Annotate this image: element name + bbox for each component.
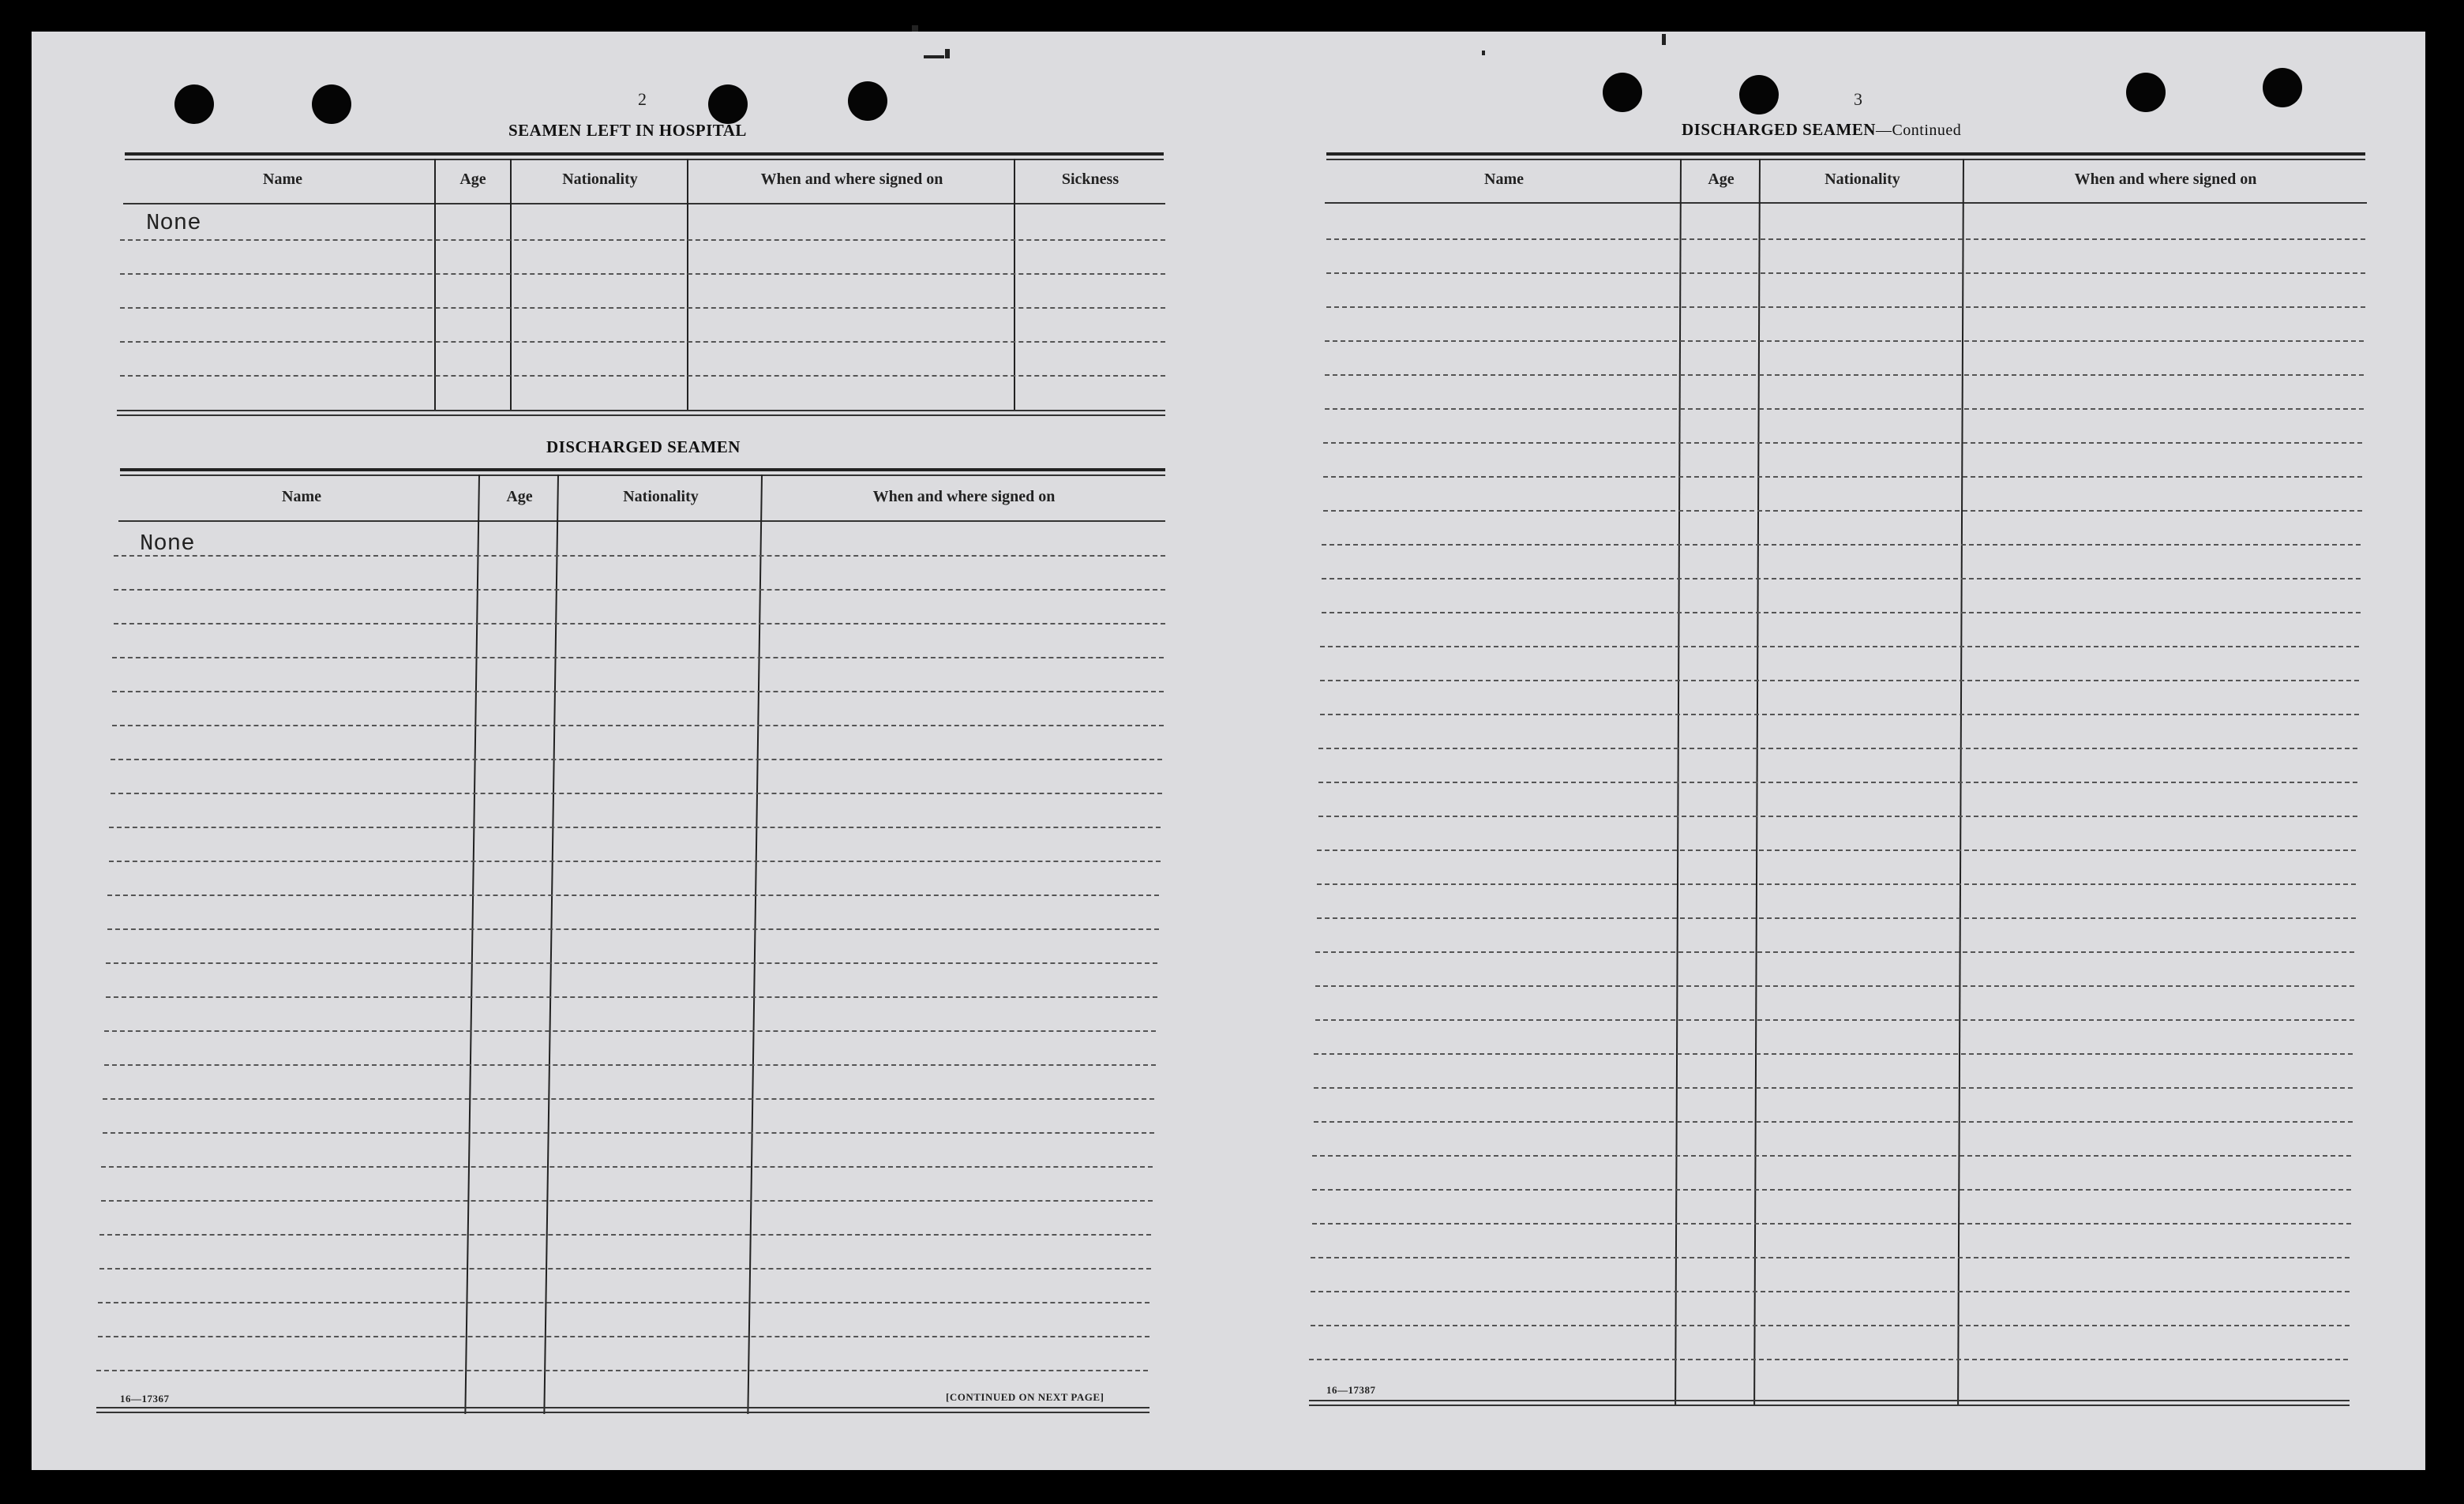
title-text: DISCHARGED SEAMEN <box>1682 120 1876 139</box>
header-rule <box>1325 202 2367 204</box>
table-row <box>120 341 1165 343</box>
column-divider <box>510 159 512 411</box>
page-number: 3 <box>1854 89 1862 109</box>
table-row <box>114 555 1165 557</box>
table-row <box>120 273 1165 275</box>
table-row <box>1326 306 2365 308</box>
table-row <box>1315 985 2354 987</box>
table-bottom-rule <box>1309 1400 2350 1401</box>
table-row <box>1322 612 2361 613</box>
column-header-nationality: Nationality <box>1825 171 1900 188</box>
table-row <box>1318 816 2357 817</box>
form-number: 16—17387 <box>1326 1384 1376 1396</box>
discharged-entry: None <box>140 531 195 557</box>
table-row <box>99 1268 1151 1270</box>
ink-mark <box>1662 34 1666 45</box>
punch-hole <box>2263 68 2302 107</box>
table-row <box>1317 917 2356 919</box>
header-rule <box>123 203 1165 204</box>
table-row <box>1315 951 2354 953</box>
continued-note: [CONTINUED ON NEXT PAGE] <box>946 1391 1104 1403</box>
column-divider <box>747 474 763 1414</box>
discharged-section-title: DISCHARGED SEAMEN <box>546 437 741 456</box>
table-row <box>1323 442 2362 444</box>
table-row <box>98 1336 1149 1337</box>
table-top-rule <box>125 159 1164 160</box>
manifest-sheet <box>32 32 2425 1470</box>
table-row <box>98 1302 1149 1303</box>
table-top-rule <box>1326 159 2365 160</box>
table-bottom-rule <box>96 1407 1149 1408</box>
punch-hole <box>2126 73 2166 112</box>
table-row <box>1320 680 2359 681</box>
table-row <box>104 1064 1156 1066</box>
table-top-rule <box>120 468 1165 471</box>
table-row <box>1320 646 2359 647</box>
hospital-entry: None <box>146 210 201 236</box>
column-header-name: Name <box>1484 171 1524 188</box>
table-row <box>114 589 1165 591</box>
table-row <box>112 691 1164 692</box>
table-row <box>1312 1189 2351 1191</box>
punch-hole <box>708 84 748 124</box>
column-divider <box>687 159 688 411</box>
table-row <box>106 996 1157 998</box>
header-rule <box>118 520 1165 522</box>
table-row <box>103 1098 1154 1100</box>
column-divider <box>543 474 559 1414</box>
table-row <box>1312 1155 2351 1157</box>
table-row <box>109 827 1161 828</box>
column-header-signed-on: When and where signed on <box>2074 171 2257 188</box>
table-row <box>101 1166 1153 1168</box>
table-row <box>1323 476 2362 478</box>
ink-mark <box>1482 51 1485 55</box>
table-row <box>107 928 1159 930</box>
column-header-signed-on: When and where signed on <box>872 488 1056 505</box>
column-divider <box>434 159 436 411</box>
table-bottom-rule <box>117 414 1165 416</box>
table-row <box>1311 1257 2350 1258</box>
table-row <box>1318 748 2357 749</box>
column-header-nationality: Nationality <box>562 171 638 188</box>
column-header-age: Age <box>1708 171 1735 188</box>
ink-mark <box>945 49 950 58</box>
column-header-sickness: Sickness <box>1061 171 1119 188</box>
hospital-section-title: SEAMEN LEFT IN HOSPITAL <box>508 121 747 140</box>
table-bottom-rule <box>1309 1405 2350 1406</box>
table-row <box>1325 408 2364 410</box>
table-top-rule <box>120 474 1165 476</box>
table-row <box>1322 544 2361 546</box>
table-row <box>120 307 1165 309</box>
punch-hole <box>174 84 214 124</box>
form-number: 16—17367 <box>120 1393 170 1405</box>
table-bottom-rule <box>96 1412 1149 1413</box>
table-row <box>1320 714 2359 715</box>
page-number: 2 <box>638 89 647 109</box>
table-row <box>111 759 1162 760</box>
column-header-name: Name <box>282 488 321 505</box>
punch-hole <box>848 81 887 121</box>
column-divider <box>1014 159 1015 411</box>
table-row <box>96 1370 1148 1371</box>
table-row <box>1312 1223 2351 1225</box>
table-row <box>107 895 1159 896</box>
table-row <box>112 725 1164 726</box>
table-row <box>1322 578 2361 579</box>
table-top-rule <box>125 152 1164 156</box>
punch-hole <box>312 84 351 124</box>
table-row <box>112 657 1164 658</box>
table-row <box>103 1132 1154 1134</box>
table-row <box>99 1234 1151 1236</box>
table-row <box>1314 1087 2353 1089</box>
table-row <box>1311 1291 2350 1292</box>
table-row <box>1317 883 2356 885</box>
table-row <box>1314 1121 2353 1123</box>
column-header-age: Age <box>459 171 486 188</box>
ink-mark <box>924 55 944 58</box>
table-top-rule <box>1326 152 2365 156</box>
table-row <box>1325 340 2364 342</box>
table-row <box>1309 1359 2348 1360</box>
table-row <box>114 623 1165 624</box>
table-row <box>1318 782 2357 783</box>
table-row <box>1317 850 2356 851</box>
table-row <box>111 793 1162 794</box>
punch-hole <box>1739 75 1779 114</box>
discharged-continued-title <box>1682 120 1961 140</box>
column-header-nationality: Nationality <box>623 488 699 505</box>
table-row <box>1311 1325 2350 1326</box>
table-row <box>1315 1019 2354 1021</box>
table-bottom-rule <box>117 410 1165 411</box>
ink-mark <box>912 25 918 32</box>
table-row <box>1325 374 2364 376</box>
title-suffix: —Continued <box>1875 122 1962 139</box>
column-header-signed-on: When and where signed on <box>760 171 943 188</box>
table-row <box>120 375 1165 377</box>
column-divider <box>464 474 480 1414</box>
column-header-age: Age <box>506 488 533 505</box>
table-row <box>1323 510 2362 512</box>
table-row <box>104 1030 1156 1032</box>
table-row <box>1326 238 2365 240</box>
table-row <box>1326 272 2365 274</box>
table-row <box>120 239 1165 241</box>
punch-hole <box>1603 73 1642 112</box>
table-row <box>106 962 1157 964</box>
table-row <box>109 861 1161 862</box>
column-header-name: Name <box>263 171 302 188</box>
table-row <box>101 1200 1153 1202</box>
table-row <box>1314 1053 2353 1055</box>
